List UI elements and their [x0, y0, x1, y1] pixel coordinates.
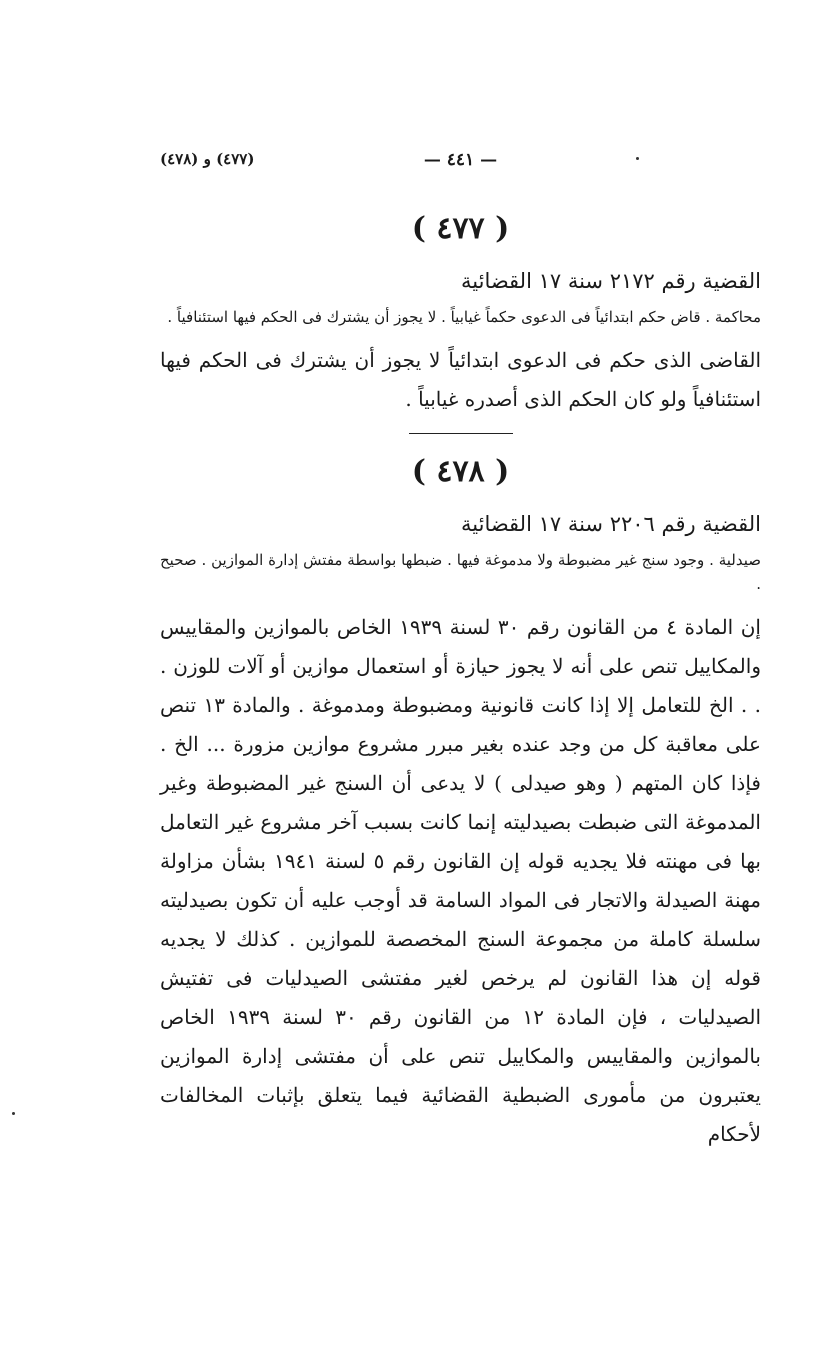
- case-body: القاضى الذى حكم فى الدعوى ابتدائياً لا يجوز أن يشترك فى الحكم فيها استئنافياً ولو كان الحكم الذى أصدره غيابياً .: [160, 348, 761, 411]
- case-478: [160, 448, 761, 1154]
- scan-speck: [636, 157, 639, 160]
- case-summary: محاكمة . قاض حكم ابتدائياً فى الدعوى حكماً غيابياً . لا يجوز أن يشترك فى الحكم فيها استئنافياً .: [167, 308, 761, 326]
- section-divider: [409, 433, 513, 434]
- case-title: القضية رقم ٢١٧٢ سنة ١٧ القضائية: [461, 269, 761, 293]
- header-case-numbers: (٤٧٧) و (٤٧٨): [160, 150, 255, 168]
- page-header: [160, 150, 761, 180]
- case-477: [160, 205, 761, 419]
- case-body: إن المادة ٤ من القانون رقم ٣٠ لسنة ١٩٣٩ الخاص بالموازين والمقاييس والمكاييل تنص على أنه لا يجوز حيازة أو استعمال موازين أو آلات للوزن . . . الخ للتعامل إلا إذا كانت قانونية ومضبوطة ومدموغة . والمادة ١٣ تنص على معاقبة كل من وجد عنده بغير مبرر مشروع موازين مزورة ... الخ . فإذا كان المتهم ( وهو صيدلى ) لا يدعى أن السنج غير المضبوطة وغير المدموغة التى ضبطت بصيدليته إنما كانت بسبب آخر مشروع غير التعامل بها فى مهنته فلا يجديه قوله إن القانون رقم ٥ لسنة ١٩٤١ بشأن مزاولة مهنة الصيدلة والاتجار فى المواد السامة قد أوجب عليه أن تكون بصيدليته سلسلة كاملة من مجموعة السنج المخصصة للموازين . كذلك لا يجديه قوله إن هذا القانون لم يرخص لغير مفتشى الصيدليات فى تفتيش الصيدليات ، فإن المادة ١٢ من القانون رقم ٣٠ لسنة ١٩٣٩ الخاص بالموازين والمقاييس والمكاييل تنص على أن مفتشى إدارة الموازين يعتبرون من مأمورى الضبطية القضائية فيما يتعلق بإثبات المخالفات لأحكام: [160, 615, 762, 1146]
- case-summary: صيدلية . وجود سنج غير مضبوطة ولا مدموغة فيها . ضبطها بواسطة مفتش إدارة الموازين . صحيح .: [160, 551, 761, 593]
- case-title: القضية رقم ٢٢٠٦ سنة ١٧ القضائية: [461, 512, 761, 536]
- case-number-heading: ( ٤٧٨ ): [411, 454, 510, 489]
- case-number-heading: ( ٤٧٧ ): [411, 211, 510, 246]
- page-number: — ٤٤١ —: [423, 150, 498, 170]
- scan-speck: [12, 1112, 15, 1115]
- page-content: [160, 205, 761, 1154]
